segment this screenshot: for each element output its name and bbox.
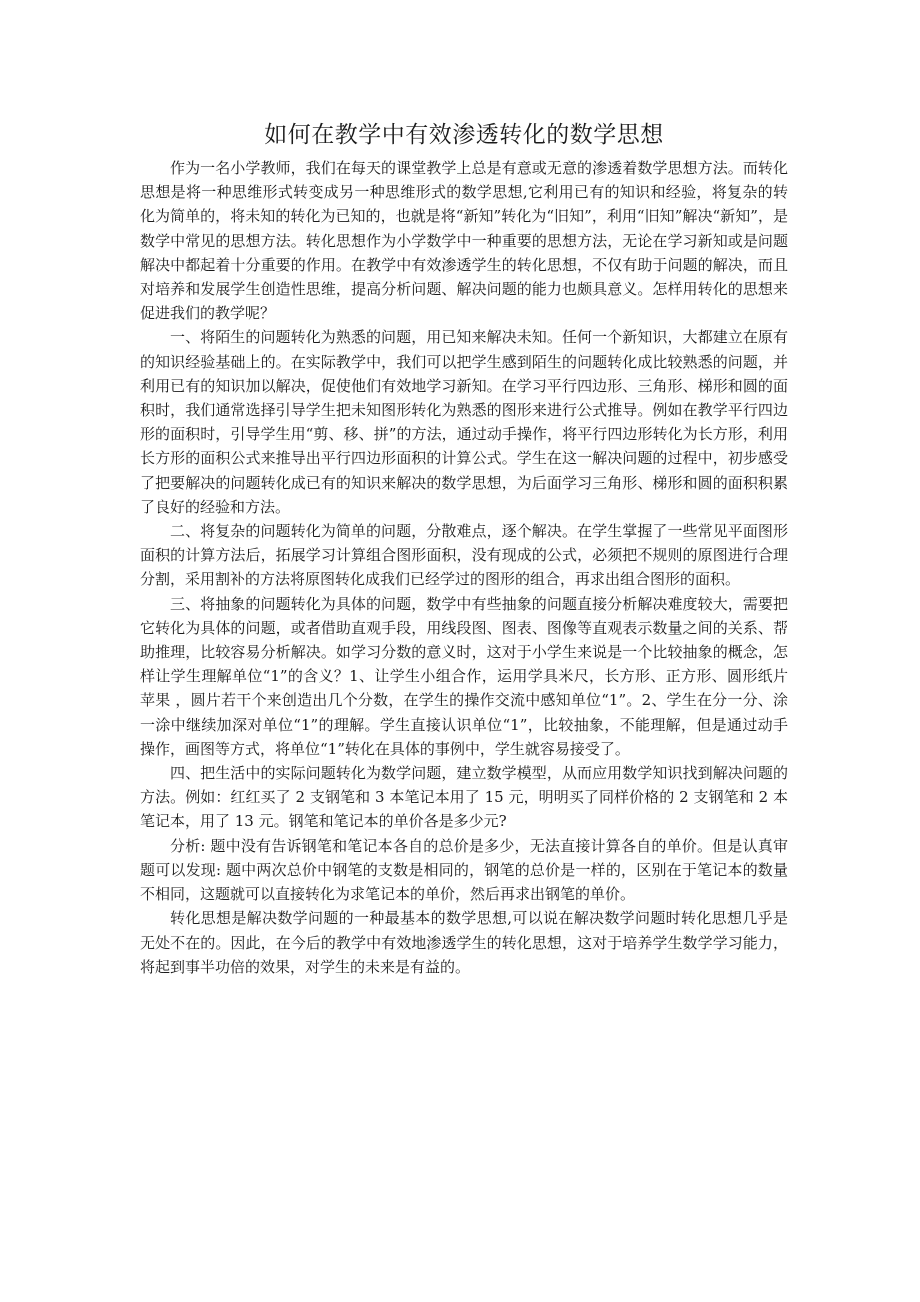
paragraph-conclusion: 转化思想是解决数学问题的一种最基本的数学思想,可以说在解决数学问题时转化思想几乎是无处不在的。因此，在今后的教学中有效地渗透学生的转化思想，这对于培养学生数学学习能力，将起到事半功倍的效果，对学生的未来是有益的。 xyxy=(140,909,788,976)
paragraph-point-one: 一、将陌生的问题转化为熟悉的问题，用已知来解决未知。任何一个新知识，大都建立在原有的知识经验基础上的。在实际教学中，我们可以把学生感到陌生的问题转化成比较熟悉的问题，并利用已有的知识加以解决，促使他们有效地学习新知。在学习平行四边形、三角形、梯形和圆的面积时，我们通常选择引导学生把未知图形转化为熟悉的图形来进行公式推导。例如在教学平行四边形的面积时，引导学生用“剪、移、拼”的方法，通过动手操作，将平行四边形转化为长方形，利用长方形的面积公式来推导出平行四边形面积的计算公式。学生在这一解决问题的过程中，初步感受了把要解决的问题转化成已有的知识来解决的数学思想，为后面学习三角形、梯形和圆的面积积累了良好的经验和方法。 xyxy=(140,328,788,516)
paragraph-point-four: 四、把生活中的实际问题转化为数学问题，建立数学模型，从而应用数学知识找到解决问题的方法。例如：红红买了 2 支钢笔和 3 本笔记本用了 15 元，明明买了同样价格的 2 支钢笔和 2 本笔记本，用了 13 元。钢笔和笔记本的单价各是多少元? xyxy=(140,764,788,831)
document-page xyxy=(140,118,788,979)
paragraph-point-three: 三、将抽象的问题转化为具体的问题，数学中有些抽象的问题直接分析解决难度较大，需要把它转化为具体的问题，或者借助直观手段，用线段图、图表、图像等直观表示数量之间的关系、帮助推理，比较容易分析解决。如学习分数的意义时，这对于小学生来说是一个比较抽象的概念，怎样让学生理解单位“1”的含义？1、让学生小组合作，运用学具米尺，长方形、正方形、圆形纸片 苹果 ，圆片若干个来创造出几个分数，在学生的操作交流中感知单位“1”。2、学生在分一分、涂一涂中继续加深对单位“1”的理解。学生直接认识单位“1”，比较抽象，不能理解，但是通过动手操作，画图等方式，将单位“1”转化在具体的事例中，学生就容易接受了。 xyxy=(140,594,788,758)
paragraph-point-two: 二、将复杂的问题转化为简单的问题，分散难点，逐个解决。在学生掌握了一些常见平面图形面积的计算方法后，拓展学习计算组合图形面积，没有现成的公式，必须把不规则的原图进行合理分割，采用割补的方法将原图转化成我们已经学过的图形的组合，再求出组合图形的面积。 xyxy=(140,522,788,589)
paragraph-analysis: 分析: 题中没有告诉钢笔和笔记本各自的总价是多少，无法直接计算各自的单价。但是认真审题可以发现: 题中两次总价中钢笔的支数是相同的，钢笔的总价是一样的，区别在于笔记本的数量不相同，这题就可以直接转化为求笔记本的单价，然后再求出钢笔的单价。 xyxy=(140,836,788,904)
paragraph-intro: 作为一名小学教师，我们在每天的课堂教学上总是有意或无意的渗透着数学思想方法。而转化思想是将一种思维形式转变成另一种思维形式的数学思想,它利用已有的知识和经验，将复杂的转化为简单的，将未知的转化为已知的，也就是将“新知”转化为“旧知”，利用“旧知”解决“新知”，是数学中常见的思想方法。转化思想作为小学数学中一种重要的思想方法，无论在学习新知或是问题解决中都起着十分重要的作用。在教学中有效渗透学生的转化思想，不仅有助于问题的解决，而且对培养和发展学生创造性思维，提高分析问题、解决问题的能力也颇具意义。怎样用转化的思想来促进我们的教学呢？ xyxy=(140,159,788,323)
document-title: 如何在教学中有效渗透转化的数学思想 xyxy=(264,122,664,148)
